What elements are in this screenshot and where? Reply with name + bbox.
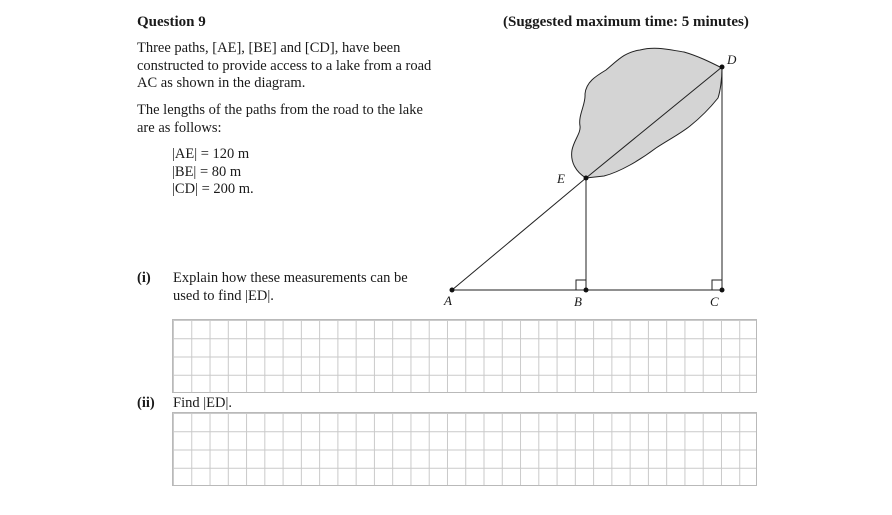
suggested-time-note: (Suggested maximum time: 5 minutes) xyxy=(503,14,749,30)
part-ii-label: (ii) xyxy=(137,395,155,411)
point-e xyxy=(584,176,589,181)
answer-grid-part-i[interactable] xyxy=(172,319,757,393)
lengths-intro: The lengths of the paths from the road to the lake are as follows: xyxy=(137,102,423,136)
path-ae xyxy=(452,178,586,290)
part-i-label: (i) xyxy=(137,270,151,286)
label-e: E xyxy=(557,171,565,186)
answer-grid-part-ii[interactable] xyxy=(172,412,757,486)
lake-shape xyxy=(572,48,722,178)
question-title: Question 9 xyxy=(137,14,206,30)
part-i-text: Explain how these measurements can be used to find |ED|. xyxy=(173,270,408,304)
length-ae: |AE| = 120 m xyxy=(172,146,250,162)
point-b xyxy=(584,288,589,293)
point-c xyxy=(720,288,725,293)
length-be: |BE| = 80 m xyxy=(172,164,242,180)
part-ii-text: Find |ED|. xyxy=(173,395,232,411)
intro-paragraph: Three paths, [AE], [BE] and [CD], have been constructed to provide access to a lake from a road AC as shown in the diagram. xyxy=(137,40,432,91)
label-b: B xyxy=(574,294,582,309)
point-d xyxy=(720,65,725,70)
length-cd: |CD| = 200 m. xyxy=(172,181,254,197)
label-d: D xyxy=(727,52,737,67)
label-a: A xyxy=(444,293,452,308)
label-c: C xyxy=(710,294,719,309)
point-a xyxy=(450,288,455,293)
